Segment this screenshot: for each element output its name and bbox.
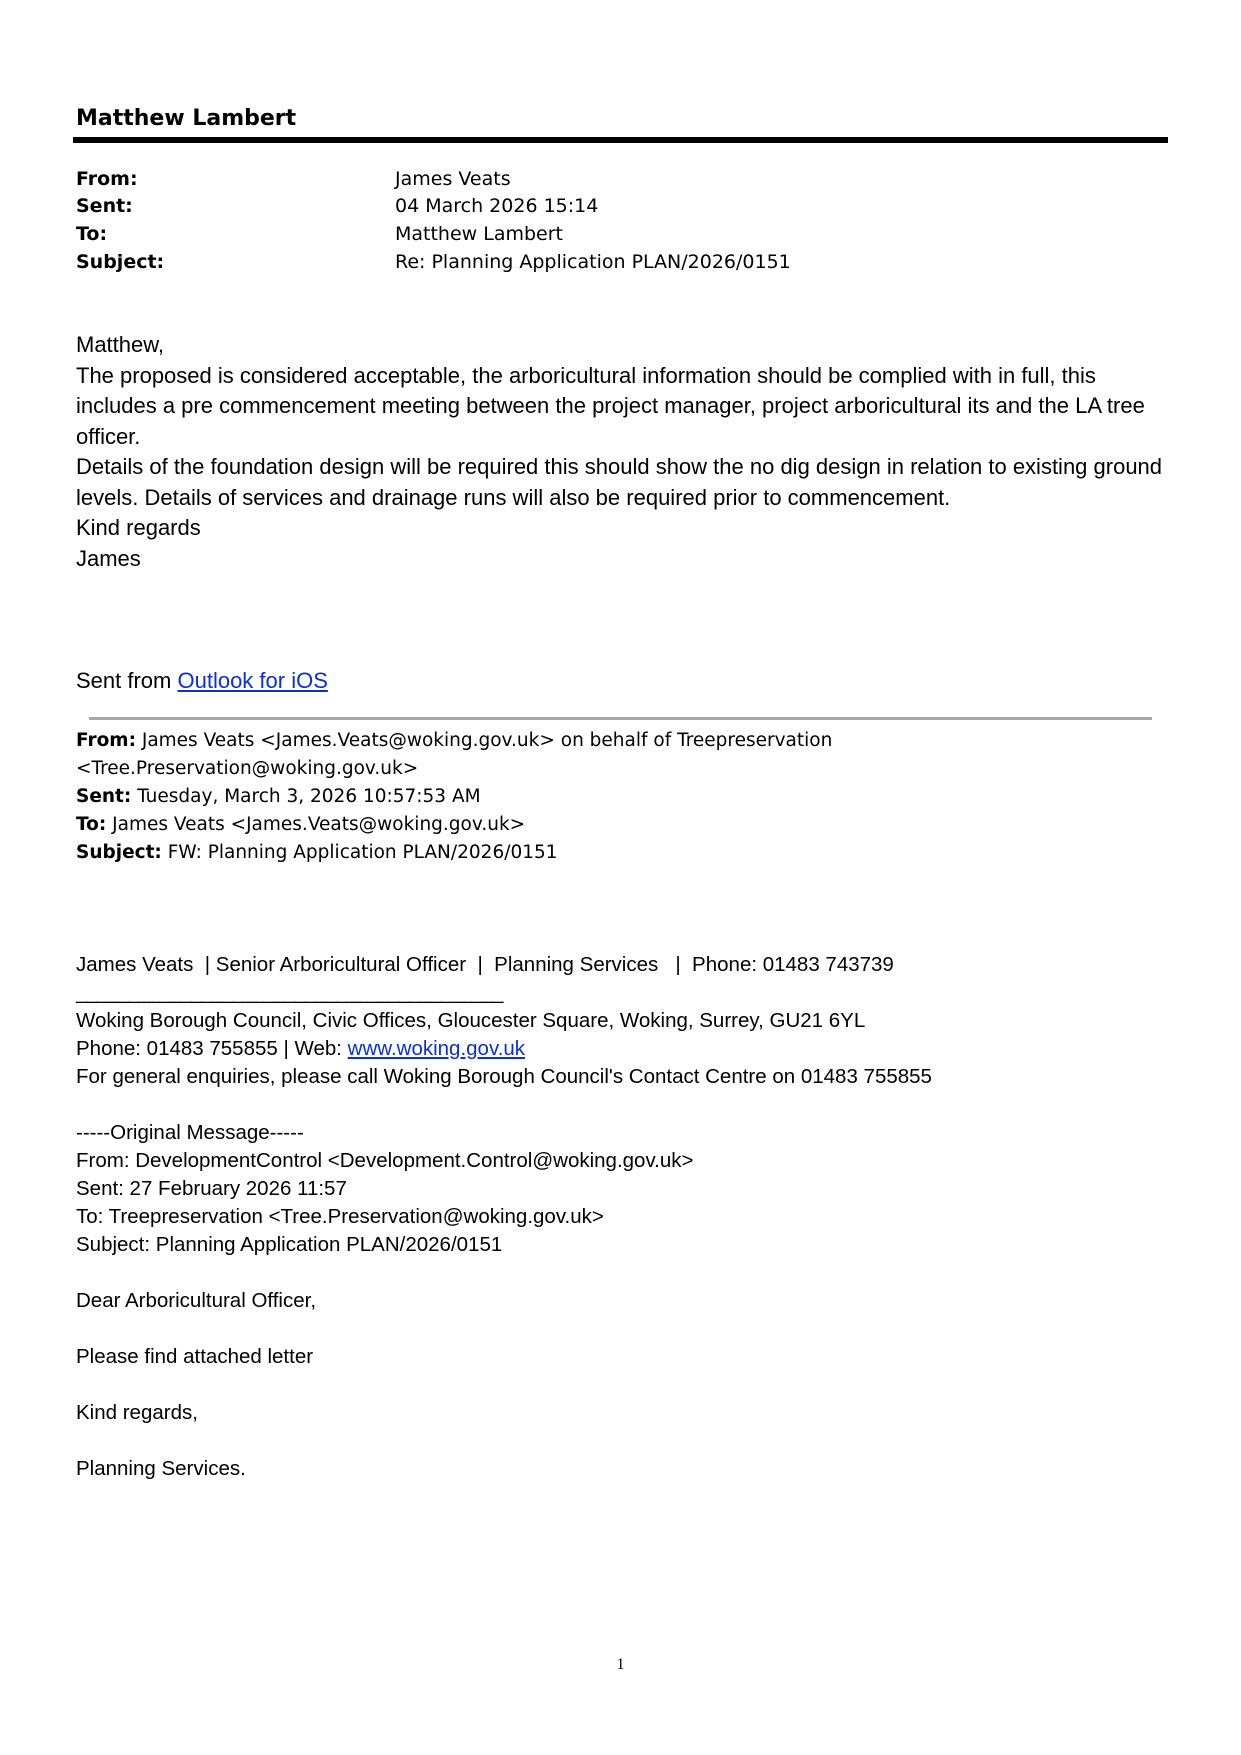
spacer <box>76 1091 1166 1119</box>
original-from: From: DevelopmentControl <Development.Control@woking.gov.uk> <box>76 1149 694 1172</box>
header-from-value: James Veats <box>395 168 511 190</box>
original-to: To: Treepreservation <Tree.Preservation@woking.gov.uk> <box>76 1205 604 1228</box>
fw-to-row <box>76 811 1166 839</box>
header-from-row <box>76 166 1156 192</box>
signature-title-line: James Veats | Senior Arboricultural Officer | Planning Services | Phone: 01483 743739 <box>76 953 894 976</box>
body-paragraph-2: Details of the foundation design will be required this should show the no dig design in relation to existing ground levels. Details of services and drainage runs will also be required prior to commencement. <box>76 454 1163 510</box>
header-sent-label: Sent: <box>76 195 133 217</box>
header-to-row <box>76 221 1156 247</box>
signature-phone-prefix: Phone: 01483 755855 | Web: <box>76 1037 348 1060</box>
page-number: 1 <box>616 1656 625 1673</box>
spacer <box>76 1259 1166 1287</box>
header-sent-row <box>76 193 1156 219</box>
sent-from-prefix: Sent from <box>76 668 178 693</box>
body-greeting: Matthew, <box>76 332 165 357</box>
signature-enquiries: For general enquiries, please call Woking Borough Council's Contact Centre on 01483 755855 <box>76 1065 932 1088</box>
header-to-value: Matthew Lambert <box>395 223 563 245</box>
fw-from-label: From: <box>76 730 136 751</box>
original-sender: Planning Services. <box>76 1457 246 1480</box>
original-line1: Please find attached letter <box>76 1345 314 1368</box>
forwarded-header <box>76 727 1166 867</box>
original-message-marker: -----Original Message----- <box>76 1121 304 1144</box>
spacer <box>76 1427 1166 1455</box>
header-subject-value: Re: Planning Application PLAN/2026/0151 <box>395 251 791 273</box>
fw-sent-row <box>76 783 1166 811</box>
title-rule <box>73 137 1168 143</box>
message-body <box>76 330 1176 574</box>
forward-separator <box>89 717 1152 720</box>
fw-subject-label: Subject: <box>76 842 162 863</box>
header-sent-value: 04 March 2026 15:14 <box>395 195 599 217</box>
fw-to-label: To: <box>76 814 107 835</box>
header-to-label: To: <box>76 223 108 245</box>
mailbox-owner-title: Matthew Lambert <box>76 106 297 131</box>
original-salutation: Dear Arboricultural Officer, <box>76 1289 317 1312</box>
outlook-ios-link[interactable]: Outlook for iOS <box>177 668 328 693</box>
signature-and-original <box>76 951 1166 1483</box>
woking-website-link[interactable]: www.woking.gov.uk <box>347 1037 526 1060</box>
signature-address: Woking Borough Council, Civic Offices, Gloucester Square, Woking, Surrey, GU21 6YL <box>76 1009 866 1032</box>
body-signoff: Kind regards <box>76 515 201 540</box>
fw-to-value: James Veats <James.Veats@woking.gov.uk> <box>112 814 526 835</box>
fw-subject-row <box>76 839 1166 867</box>
original-sent: Sent: 27 February 2026 11:57 <box>76 1177 347 1200</box>
body-signer: James <box>76 545 141 571</box>
signature-phone-web <box>76 1035 1166 1063</box>
sent-from-line <box>76 666 328 696</box>
fw-from-line1: James Veats <James.Veats@woking.gov.uk> on behalf of Treepreservation <box>141 730 833 751</box>
fw-sent-value: Tuesday, March 3, 2026 10:57:53 AM <box>137 786 481 807</box>
original-subject: Subject: Planning Application PLAN/2026/0151 <box>76 1233 503 1256</box>
fw-from-line2: <Tree.Preservation@woking.gov.uk> <box>76 758 419 779</box>
header-subject-row <box>76 249 1156 275</box>
original-closing: Kind regards, <box>76 1401 198 1424</box>
body-paragraph-1: The proposed is considered acceptable, the arboricultural information should be complied with in full, this includes a pre commencement meeting between the project manager, project arboricultural its and the LA tree officer. <box>76 362 1145 449</box>
fw-from-row <box>76 727 1166 755</box>
fw-subject-value: FW: Planning Application PLAN/2026/0151 <box>167 842 558 863</box>
header-subject-label: Subject: <box>76 251 165 273</box>
fw-sent-label: Sent: <box>76 786 132 807</box>
spacer <box>76 1371 1166 1399</box>
signature-underline: _________________________________________ <box>76 981 503 1004</box>
header-from-label: From: <box>76 168 138 190</box>
spacer <box>76 1315 1166 1343</box>
